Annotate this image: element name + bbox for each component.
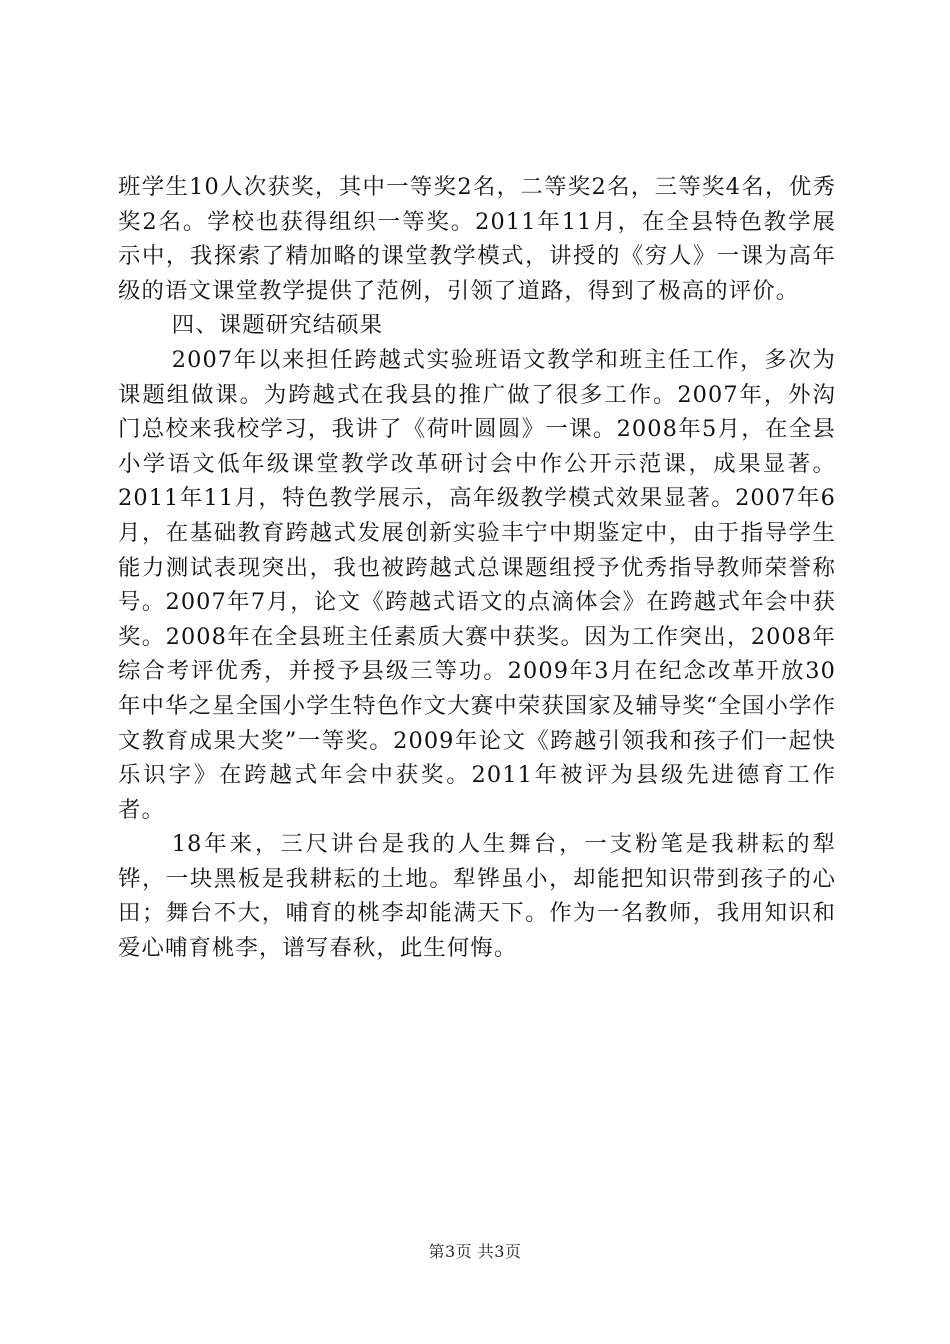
page-footer: 第3页 共3页	[428, 1242, 522, 1261]
section-heading: 四、课题研究结硕果	[171, 312, 384, 339]
document-body	[118, 170, 836, 966]
paragraph-research: 2007年以来担任跨越式实验班语文教学和班主任工作，多次为课题组做课。为跨越式在我县的推广做了很多工作。2007年，外沟门总校来我校学习，我讲了《荷叶圆圆》一课。2008年5月，在全县小学语文低年级课堂教学改革研讨会中作公开示范课，成果显著。2011年11月，特色教学展示，高年级教学模式效果显著。2007年6月，在基础教育跨越式发展创新实验丰宁中期鉴定中，由于指导学生能力测试表现突出，我也被跨越式总课题组授予优秀指导教师荣誉称号。2007年7月，论文《跨越式语文的点滴体会》在跨越式年会中获奖。2008年在全县班主任素质大赛中获奖。因为工作突出，2008年综合考评优秀，并授予县级三等功。2009年3月在纪念改革开放30年中华之星全国小学生特色作文大赛中荣获国家及辅导奖“全国小学作文教育成果大奖”一等奖。2009年论文《跨越引领我和孩子们一起快乐识字》在跨越式年会中获奖。2011年被评为县级先进德育工作者。	[118, 346, 836, 823]
paragraph-continuation: 班学生10人次获奖，其中一等奖2名，二等奖2名，三等奖4名，优秀奖2名。学校也获得组织一等奖。2011年11月，在全县特色教学展示中，我探索了精加略的课堂教学模式，讲授的《穷人》一课为高年级的语文课堂教学提供了范例，引领了道路，得到了极高的评价。	[118, 174, 836, 304]
paragraph-conclusion: 18年来，三尺讲台是我的人生舞台，一支粉笔是我耕耘的犁铧，一块黑板是我耕耘的土地。犁铧虽小，却能把知识带到孩子的心田；舞台不大，哺育的桃李却能满天下。作为一名教师，我用知识和爱心哺育桃李，谱写春秋，此生何悔。	[118, 831, 836, 962]
